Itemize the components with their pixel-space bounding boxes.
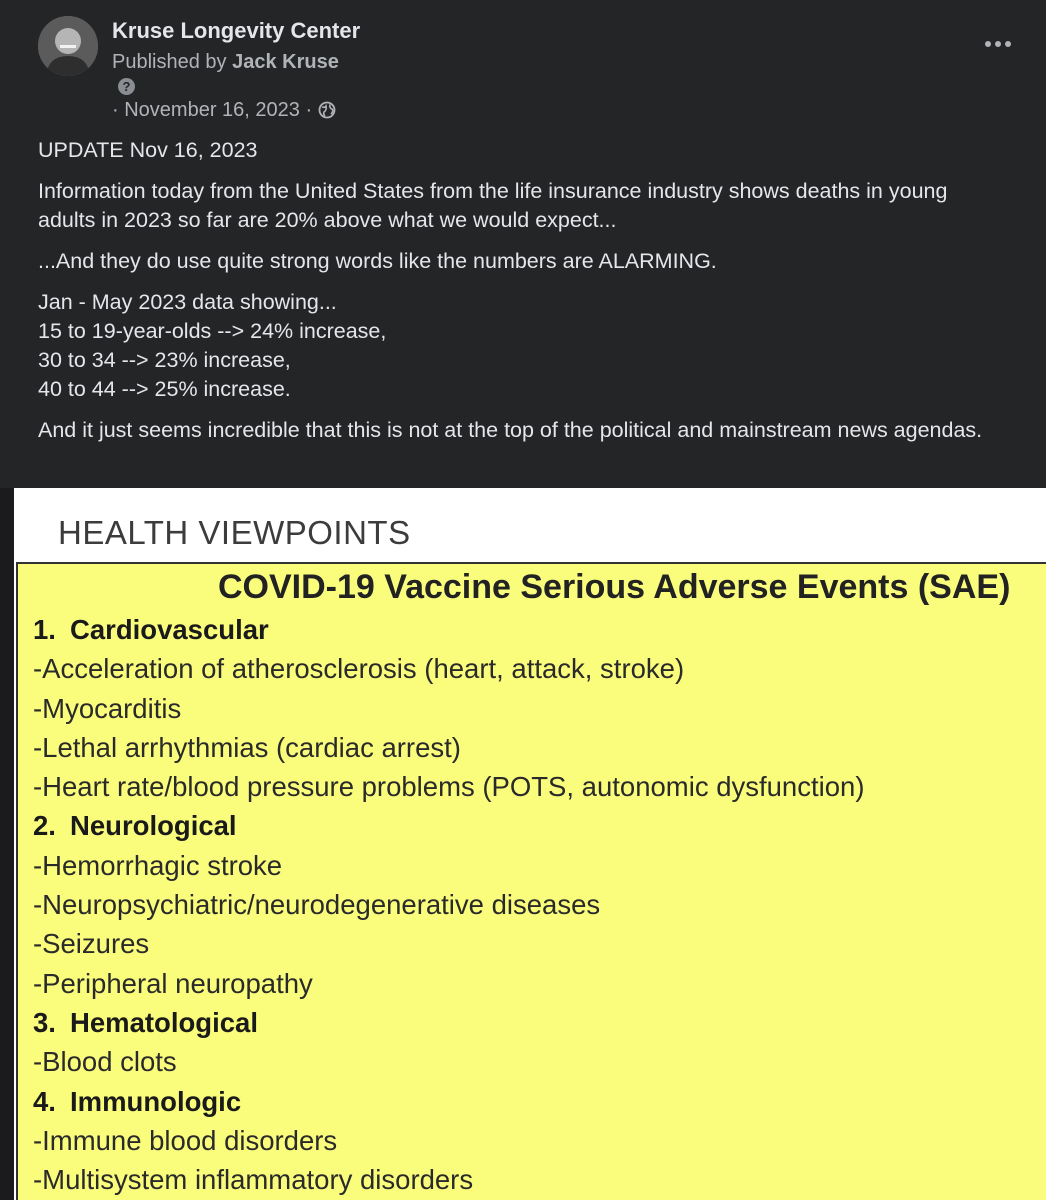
sae-title: COVID-19 Vaccine Serious Adverse Events (SAE) [218,568,1011,606]
page-name-link[interactable]: Kruse Longevity Center [112,18,361,43]
list-item: -Acceleration of atherosclerosis (heart, attack, stroke) [33,653,685,685]
post-timestamp-link[interactable]: November 16, 2023 [124,99,300,121]
list-item: -Neuropsychiatric/neurodegenerative diseases [33,889,601,921]
section-number: 2. [33,810,56,842]
list-item: -Multisystem inflammatory disorders [33,1164,474,1196]
date-separator-dot: · [305,99,313,121]
post-data-block [38,288,998,404]
post-paragraph: ...And they do use quite strong words like the numbers are ALARMING. [38,249,717,273]
post-date-line [112,99,336,122]
post-closing-paragraph: And it just seems incredible that this is not at the top of the political and mainstream news agendas. [38,418,983,442]
sae-highlight-box [16,562,1046,1200]
page-avatar[interactable] [38,16,98,76]
list-item: -Lethal arrhythmias (cardiac arrest) [33,731,461,763]
section-heading-text: Hematological [70,1006,258,1038]
facebook-post [0,0,1046,488]
list-item: -Myocarditis [33,692,182,724]
section-heading-text: Cardiovascular [70,614,269,645]
list-item: -Hemorrhagic stroke [33,849,283,881]
section-number: 1. [33,614,56,645]
image-header-title: HEALTH VIEWPOINTS [58,514,411,551]
section-number: 3. [33,1006,56,1038]
publisher-name-link[interactable]: Jack Kruse [232,51,339,73]
section-heading-hematological [33,1003,1033,1042]
section-heading-text: Neurological [70,810,237,842]
data-line: Jan - May 2023 data showing... [38,290,337,314]
section-heading-text: Immunologic [70,1085,242,1117]
list-item: -Blood clots [33,1046,177,1078]
list-item: -Peripheral neuropathy [33,967,313,999]
post-paragraph: Information today from the United States from the life insurance industry shows deaths in young adults in 2023 so far are 20% above what we would expect... [38,179,948,232]
published-by-line [112,51,339,74]
list-item: -Immune blood disorders [33,1124,338,1156]
list-item: -Heart rate/blood pressure problems (POTS, autonomic dysfunction) [33,771,865,803]
question-mark-help-icon[interactable]: ? [118,78,135,95]
ellipsis-dot [1005,41,1011,47]
data-line: 15 to 19-year-olds --> 24% increase, [38,319,387,343]
section-number: 4. [33,1085,56,1117]
ellipsis-icon[interactable] [978,30,1018,58]
sae-list [33,610,1033,1199]
post-update-line: UPDATE Nov 16, 2023 [38,138,258,162]
list-item: -Seizures [33,928,150,960]
section-heading-cardiovascular [33,610,1033,649]
ellipsis-dot [995,41,1001,47]
data-line: 30 to 34 --> 23% increase, [38,348,291,372]
post-body [38,136,998,457]
globe-icon [318,101,336,119]
date-separator-dot: · [112,99,119,121]
post-attached-image[interactable] [14,488,1046,1200]
ellipsis-dot [985,41,991,47]
avatar-photo [38,16,98,76]
section-heading-neurological [33,806,1033,845]
section-heading-immunologic [33,1082,1033,1121]
data-line: 40 to 44 --> 25% increase. [38,377,291,401]
published-by-prefix: Published by [112,51,227,73]
